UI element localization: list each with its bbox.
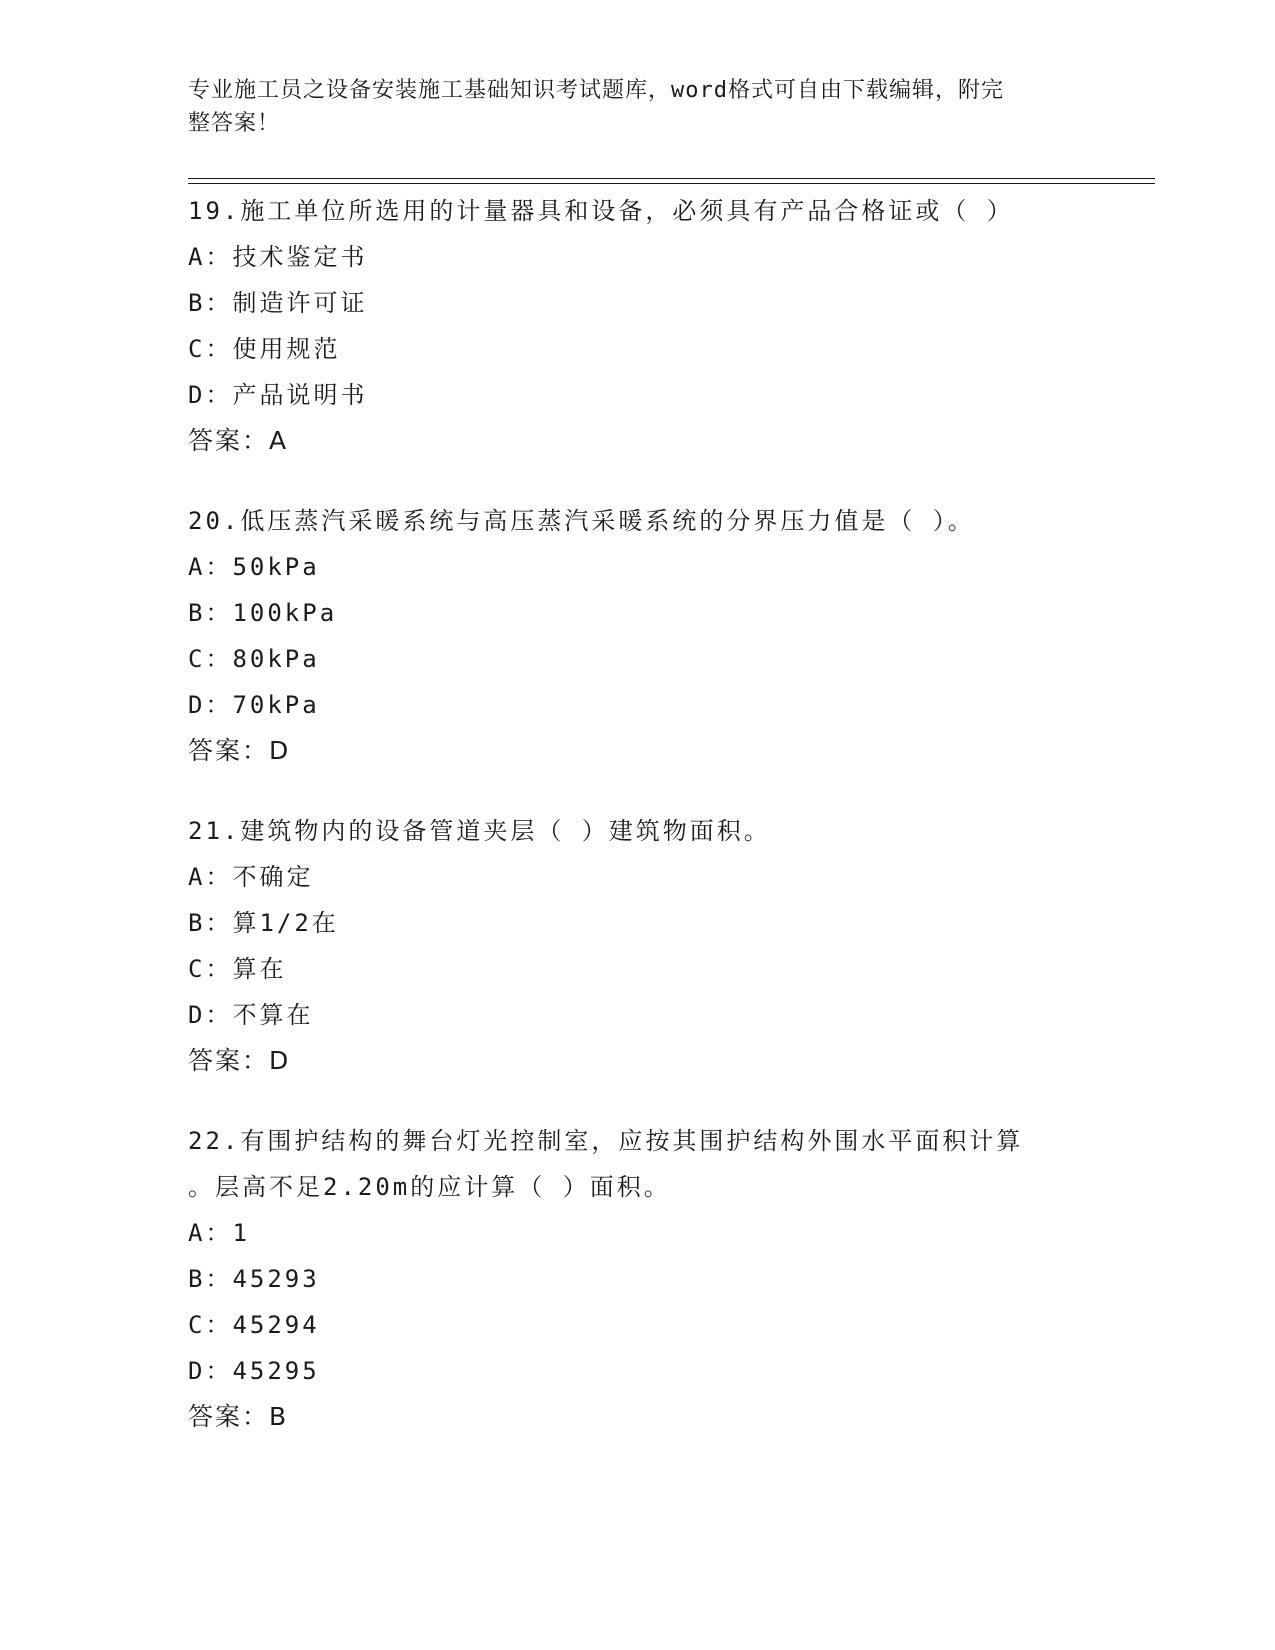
option-a: A：1: [188, 1219, 250, 1247]
question-list: [188, 188, 1088, 1474]
question-21: [188, 808, 1088, 1084]
answer-label: 答案：B: [188, 1402, 289, 1431]
header-divider: [188, 178, 1155, 184]
question-20: [188, 498, 1088, 774]
option-b: B：45293: [188, 1265, 320, 1293]
question-stem: 19.施工单位所选用的计量器具和设备，必须具有产品合格证或（ ）: [188, 197, 1014, 225]
question-19: [188, 188, 1088, 464]
answer-label: 答案：A: [188, 426, 289, 455]
answer-label: 答案：D: [188, 736, 291, 765]
option-b: B：制造许可证: [188, 289, 368, 317]
option-c: C：80kPa: [188, 645, 320, 673]
option-b: B：100kPa: [188, 599, 338, 627]
document-header: [188, 74, 1088, 140]
option-d: D：不算在: [188, 1001, 314, 1029]
question-stem: 21.建筑物内的设备管道夹层（ ）建筑物面积。: [188, 817, 771, 845]
option-a: A：不确定: [188, 863, 314, 891]
option-a: A：技术鉴定书: [188, 243, 368, 271]
option-d: D：70kPa: [188, 691, 320, 719]
header-line-2: 整答案！: [188, 111, 281, 136]
option-a: A：50kPa: [188, 553, 320, 581]
option-d: D：45295: [188, 1357, 320, 1385]
option-c: C：使用规范: [188, 335, 341, 363]
option-c: C：算在: [188, 955, 287, 983]
header-line-1: 专业施工员之设备安装施工基础知识考试题库，word格式可自由下载编辑，附完: [188, 78, 1004, 103]
option-b: B：算1/2在: [188, 909, 339, 937]
question-stem: 20.低压蒸汽采暖系统与高压蒸汽采暖系统的分界压力值是（ ）。: [188, 507, 975, 535]
question-22: [188, 1118, 1088, 1440]
question-stem-line-1: 22.有围护结构的舞台灯光控制室，应按其围护结构外围水平面积计算: [188, 1127, 1024, 1155]
question-stem-line-2: 。层高不足2.20m的应计算（ ）面积。: [188, 1173, 671, 1201]
option-c: C：45294: [188, 1311, 320, 1339]
answer-label: 答案：D: [188, 1046, 291, 1075]
option-d: D：产品说明书: [188, 381, 368, 409]
